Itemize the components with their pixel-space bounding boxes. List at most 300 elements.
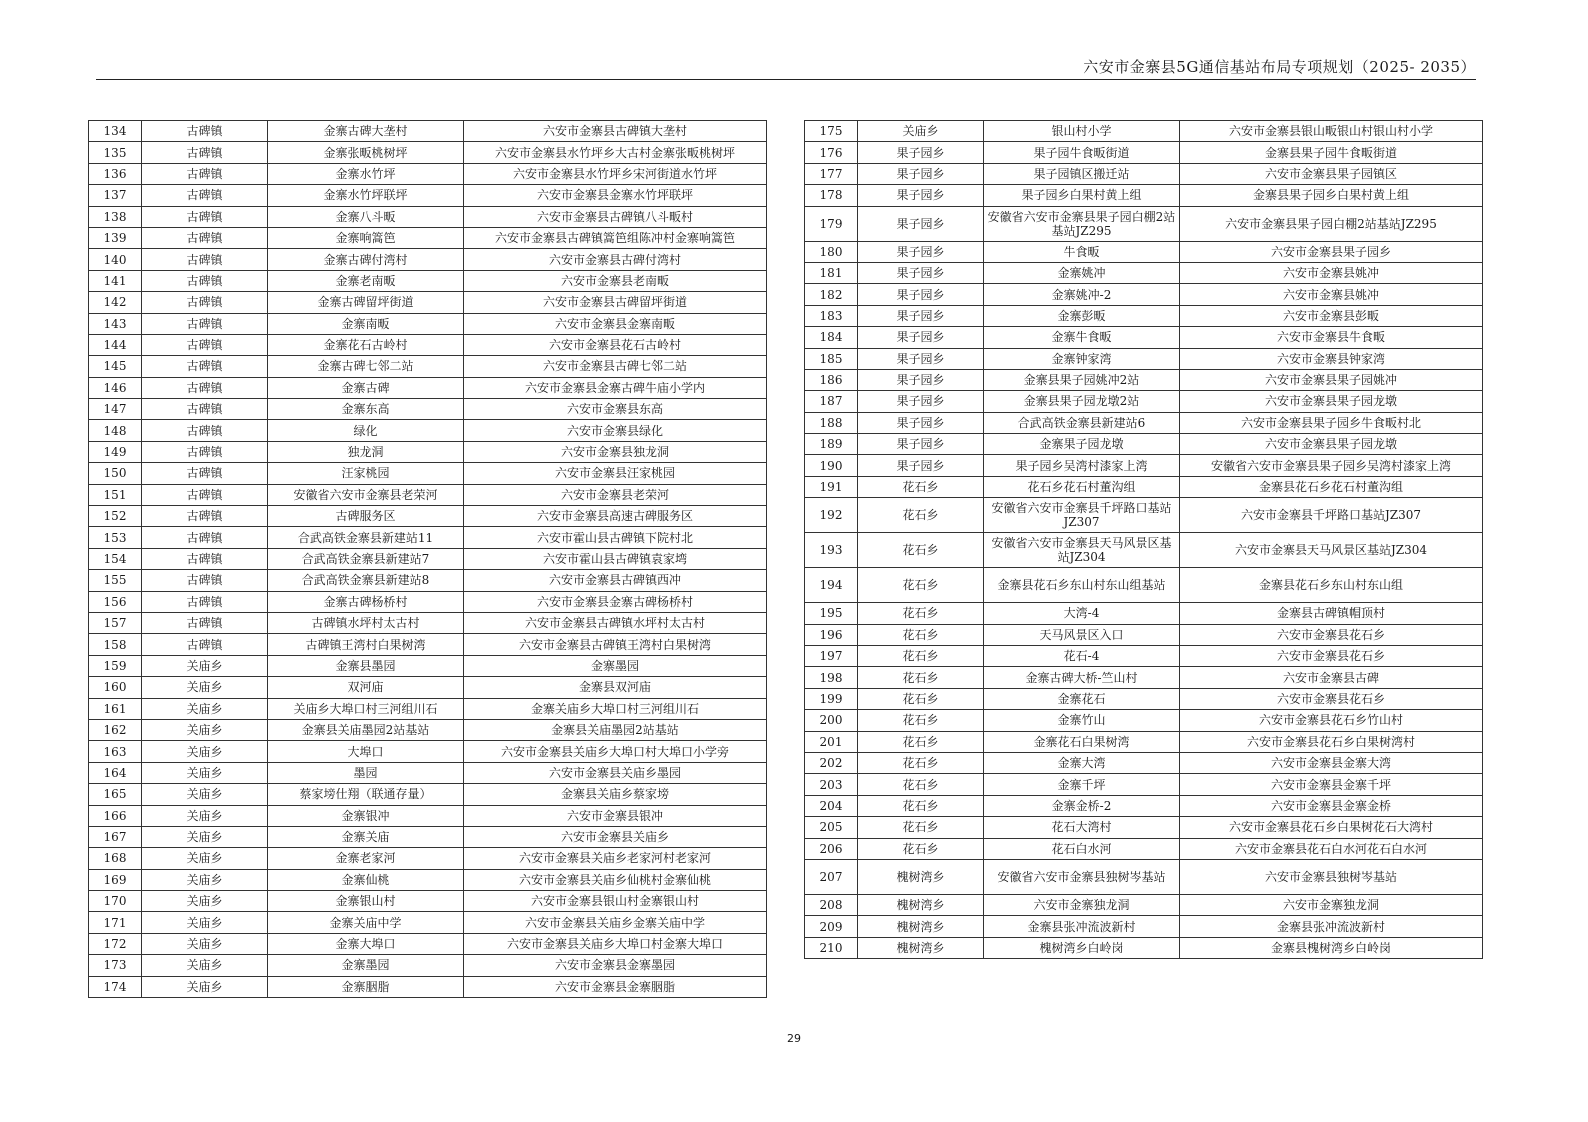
table-row: [805, 916, 1483, 937]
station-name: 金寨花石白果树湾: [984, 731, 1180, 752]
table-row: [89, 249, 767, 270]
station-name: 合武高铁金寨县新建站8: [268, 570, 464, 591]
station-name: 天马风景区入口: [984, 624, 1180, 645]
station-address: 六安市金寨县花石乡竹山村: [1180, 710, 1483, 731]
station-address: 六安市金寨县关庙乡大埠口村金寨大埠口: [464, 933, 767, 954]
station-name: 金寨关庙中学: [268, 912, 464, 933]
station-name: 金寨南畈: [268, 313, 464, 334]
station-address: 六安市金寨县果子园镇区: [1180, 163, 1483, 184]
township: 果子园乡: [858, 305, 984, 326]
township: 古碑镇: [142, 548, 268, 569]
township: 花石乡: [858, 710, 984, 731]
row-number: 194: [805, 568, 858, 603]
station-address: 六安市金寨县古碑镇西冲: [464, 570, 767, 591]
station-address: 六安市金寨县金寨大湾: [1180, 752, 1483, 773]
row-number: 141: [89, 270, 142, 291]
township: 古碑镇: [142, 270, 268, 291]
row-number: 143: [89, 313, 142, 334]
township: 关庙乡: [142, 848, 268, 869]
station-name: 金寨银冲: [268, 805, 464, 826]
station-name: 合武高铁金寨县新建站6: [984, 412, 1180, 433]
table-row: [805, 369, 1483, 390]
township: 古碑镇: [142, 313, 268, 334]
station-address: 六安市金寨县关庙乡大埠口村大埠口小学旁: [464, 741, 767, 762]
table-row: [89, 185, 767, 206]
station-address: 六安市金寨县彭畈: [1180, 305, 1483, 326]
table-row: [89, 163, 767, 184]
table-row: [89, 848, 767, 869]
table-row: [89, 420, 767, 441]
row-number: 163: [89, 741, 142, 762]
row-number: 204: [805, 795, 858, 816]
table-row: [805, 163, 1483, 184]
township: 花石乡: [858, 752, 984, 773]
township: 花石乡: [858, 667, 984, 688]
station-address: 六安市金寨县花石乡: [1180, 646, 1483, 667]
station-address: 六安市金寨县金寨古碑牛庙小学内: [464, 377, 767, 398]
township: 古碑镇: [142, 377, 268, 398]
township: 果子园乡: [858, 206, 984, 241]
station-name: 金寨古碑付湾村: [268, 249, 464, 270]
row-number: 187: [805, 391, 858, 412]
row-number: 195: [805, 603, 858, 624]
station-address: 六安市金寨县千坪路口基站JZ307: [1180, 498, 1483, 533]
township: 关庙乡: [142, 933, 268, 954]
township: 花石乡: [858, 603, 984, 624]
station-address: 六安市金寨县古碑镇篙笆组陈冲村金寨响篙笆: [464, 227, 767, 248]
station-address: 金寨县关庙墨园2站基站: [464, 719, 767, 740]
row-number: 139: [89, 227, 142, 248]
station-name: 金寨老家河: [268, 848, 464, 869]
row-number: 192: [805, 498, 858, 533]
township: 花石乡: [858, 795, 984, 816]
station-name: 金寨姚冲: [984, 262, 1180, 283]
township: 花石乡: [858, 688, 984, 709]
station-name: 金寨县果子园姚冲2站: [984, 369, 1180, 390]
row-number: 172: [89, 933, 142, 954]
station-address: 六安市金寨县果子园龙墩: [1180, 391, 1483, 412]
township: 古碑镇: [142, 185, 268, 206]
township: 槐树湾乡: [858, 916, 984, 937]
township: 古碑镇: [142, 570, 268, 591]
row-number: 159: [89, 655, 142, 676]
station-address: 金寨县古碑镇帽顶村: [1180, 603, 1483, 624]
station-address: 金寨县花石乡东山村东山组: [1180, 568, 1483, 603]
table-row: [89, 270, 767, 291]
station-name: 古碑服务区: [268, 506, 464, 527]
station-name: 果子园镇区搬迁站: [984, 163, 1180, 184]
table-row: [805, 284, 1483, 305]
row-number: 203: [805, 774, 858, 795]
station-name: 金寨胭脂: [268, 976, 464, 997]
table-row: [89, 463, 767, 484]
table-row: [805, 455, 1483, 476]
table-row: [89, 548, 767, 569]
station-name: 墨园: [268, 762, 464, 783]
row-number: 150: [89, 463, 142, 484]
table-row: [805, 121, 1483, 142]
row-number: 180: [805, 241, 858, 262]
row-number: 206: [805, 838, 858, 859]
row-number: 157: [89, 612, 142, 633]
station-address: 六安市金寨县汪家桃园: [464, 463, 767, 484]
station-name: 金寨古碑杨桥村: [268, 591, 464, 612]
row-number: 135: [89, 142, 142, 163]
township: 关庙乡: [142, 698, 268, 719]
township: 古碑镇: [142, 420, 268, 441]
township: 花石乡: [858, 476, 984, 497]
station-name: 金寨姚冲-2: [984, 284, 1180, 305]
station-name: 金寨水竹坪: [268, 163, 464, 184]
table-row: [805, 498, 1483, 533]
table-row: [805, 731, 1483, 752]
table-row: [89, 506, 767, 527]
station-name: 花石乡花石村董沟组: [984, 476, 1180, 497]
row-number: 160: [89, 677, 142, 698]
station-name: 金寨东高: [268, 399, 464, 420]
township: 关庙乡: [142, 784, 268, 805]
table-row: [805, 774, 1483, 795]
table-row: [805, 206, 1483, 241]
station-address: 六安市金寨县古碑镇大垄村: [464, 121, 767, 142]
row-number: 167: [89, 826, 142, 847]
township: 槐树湾乡: [858, 894, 984, 915]
row-number: 170: [89, 891, 142, 912]
township: 果子园乡: [858, 391, 984, 412]
township: 关庙乡: [142, 805, 268, 826]
row-number: 138: [89, 206, 142, 227]
station-address: 六安市金寨县独树岑基站: [1180, 859, 1483, 894]
station-address: 六安市金寨县绿化: [464, 420, 767, 441]
row-number: 142: [89, 292, 142, 313]
row-number: 158: [89, 634, 142, 655]
station-table-right: [804, 120, 1483, 959]
station-name: 金寨县墨园: [268, 655, 464, 676]
township: 花石乡: [858, 646, 984, 667]
station-address: 六安市金寨县银冲: [464, 805, 767, 826]
township: 花石乡: [858, 498, 984, 533]
table-row: [805, 533, 1483, 568]
table-row: [89, 399, 767, 420]
station-address: 六安市金寨县果子园乡: [1180, 241, 1483, 262]
row-number: 149: [89, 441, 142, 462]
station-address: 六安市金寨县果子园姚冲: [1180, 369, 1483, 390]
township: 花石乡: [858, 731, 984, 752]
row-number: 197: [805, 646, 858, 667]
station-name: 金寨大埠口: [268, 933, 464, 954]
station-address: 六安市金寨县金寨南畈: [464, 313, 767, 334]
table-row: [89, 313, 767, 334]
table-row: [805, 305, 1483, 326]
station-address: 安徽省六安市金寨县果子园乡吴湾村漆家上湾: [1180, 455, 1483, 476]
row-number: 146: [89, 377, 142, 398]
station-address: 六安市金寨县老荣河: [464, 484, 767, 505]
township: 古碑镇: [142, 142, 268, 163]
township: 古碑镇: [142, 206, 268, 227]
row-number: 191: [805, 476, 858, 497]
station-address: 六安市金寨县金寨千坪: [1180, 774, 1483, 795]
table-row: [805, 667, 1483, 688]
township: 果子园乡: [858, 142, 984, 163]
table-row: [89, 292, 767, 313]
station-name: 合武高铁金寨县新建站11: [268, 527, 464, 548]
station-address: 六安市金寨县高速古碑服务区: [464, 506, 767, 527]
station-address: 六安市金寨县关庙乡老家河村老家河: [464, 848, 767, 869]
table-row: [89, 784, 767, 805]
station-name: 金寨果子园龙墩: [984, 434, 1180, 455]
township: 古碑镇: [142, 527, 268, 548]
row-number: 183: [805, 305, 858, 326]
table-row: [805, 241, 1483, 262]
station-address: 六安市金寨县姚冲: [1180, 284, 1483, 305]
table-row: [805, 568, 1483, 603]
station-address: 六安市金寨县花石乡白果树湾村: [1180, 731, 1483, 752]
station-name: 安徽省六安市金寨县果子园白棚2站基站JZ295: [984, 206, 1180, 241]
row-number: 145: [89, 356, 142, 377]
station-name: 金寨关庙: [268, 826, 464, 847]
township: 古碑镇: [142, 441, 268, 462]
station-address: 金寨墨园: [464, 655, 767, 676]
station-address: 六安市金寨独龙洞: [1180, 894, 1483, 915]
station-address: 六安市金寨县东高: [464, 399, 767, 420]
station-name: 金寨县花石乡东山村东山组基站: [984, 568, 1180, 603]
station-name: 金寨花石古岭村: [268, 334, 464, 355]
township: 花石乡: [858, 624, 984, 645]
table-row: [89, 955, 767, 976]
table-row: [89, 826, 767, 847]
row-number: 147: [89, 399, 142, 420]
station-name: 绿化: [268, 420, 464, 441]
row-number: 155: [89, 570, 142, 591]
station-name: 大埠口: [268, 741, 464, 762]
row-number: 185: [805, 348, 858, 369]
station-address: 六安市金寨县花石古岭村: [464, 334, 767, 355]
station-name: 花石大湾村: [984, 817, 1180, 838]
station-name: 金寨响篙笆: [268, 227, 464, 248]
table-row: [805, 859, 1483, 894]
station-name: 古碑镇王湾村白果树湾: [268, 634, 464, 655]
row-number: 144: [89, 334, 142, 355]
table-row: [805, 894, 1483, 915]
station-table-left: [88, 120, 767, 998]
row-number: 209: [805, 916, 858, 937]
township: 古碑镇: [142, 356, 268, 377]
station-address: 六安市金寨县钟家湾: [1180, 348, 1483, 369]
table-row: [89, 677, 767, 698]
station-address: 六安市金寨县古碑付湾村: [464, 249, 767, 270]
row-number: 175: [805, 121, 858, 142]
township: 果子园乡: [858, 348, 984, 369]
page-header-title: 六安市金寨县5G通信基站布局专项规划（2025- 2035）: [1083, 58, 1476, 76]
row-number: 156: [89, 591, 142, 612]
station-address: 金寨县槐树湾乡白岭岗: [1180, 937, 1483, 958]
table-row: [89, 612, 767, 633]
row-number: 176: [805, 142, 858, 163]
station-name: 花石白水河: [984, 838, 1180, 859]
station-address: 六安市金寨县古碑镇王湾村白果树湾: [464, 634, 767, 655]
station-address: 六安市金寨县古碑: [1180, 667, 1483, 688]
township: 关庙乡: [142, 655, 268, 676]
table-row: [89, 891, 767, 912]
station-address: 六安市金寨县果子园龙墩: [1180, 434, 1483, 455]
township: 古碑镇: [142, 334, 268, 355]
station-address: 六安市金寨县姚冲: [1180, 262, 1483, 283]
station-name: 金寨墨园: [268, 955, 464, 976]
table-row: [89, 334, 767, 355]
station-address: 金寨县果子园牛食畈街道: [1180, 142, 1483, 163]
township: 果子园乡: [858, 412, 984, 433]
row-number: 186: [805, 369, 858, 390]
row-number: 207: [805, 859, 858, 894]
station-name: 金寨古碑: [268, 377, 464, 398]
row-number: 134: [89, 121, 142, 142]
row-number: 199: [805, 688, 858, 709]
station-name: 牛食畈: [984, 241, 1180, 262]
row-number: 179: [805, 206, 858, 241]
township: 关庙乡: [142, 891, 268, 912]
table-row: [89, 206, 767, 227]
table-row: [89, 527, 767, 548]
township: 花石乡: [858, 817, 984, 838]
township: 关庙乡: [142, 869, 268, 890]
station-name: 银山村小学: [984, 121, 1180, 142]
station-name: 金寨八斗畈: [268, 206, 464, 227]
table-row: [89, 741, 767, 762]
township: 花石乡: [858, 568, 984, 603]
station-name: 安徽省六安市金寨县独树岑基站: [984, 859, 1180, 894]
station-address: 六安市金寨县金寨金桥: [1180, 795, 1483, 816]
station-address: 六安市金寨县金寨墨园: [464, 955, 767, 976]
table-row: [89, 377, 767, 398]
township: 关庙乡: [142, 677, 268, 698]
station-address: 金寨县果子园乡白果村黄上组: [1180, 185, 1483, 206]
station-name: 汪家桃园: [268, 463, 464, 484]
table-row: [805, 838, 1483, 859]
row-number: 154: [89, 548, 142, 569]
station-address: 六安市金寨县水竹坪乡大古村金寨张畈桃树坪: [464, 142, 767, 163]
station-name: 金寨古碑留坪街道: [268, 292, 464, 313]
row-number: 205: [805, 817, 858, 838]
township: 古碑镇: [142, 634, 268, 655]
row-number: 174: [89, 976, 142, 997]
row-number: 136: [89, 163, 142, 184]
township: 果子园乡: [858, 434, 984, 455]
township: 关庙乡: [142, 762, 268, 783]
row-number: 162: [89, 719, 142, 740]
station-name: 金寨水竹坪联坪: [268, 185, 464, 206]
station-name: 金寨老南畈: [268, 270, 464, 291]
table-row: [89, 976, 767, 997]
station-name: 金寨大湾: [984, 752, 1180, 773]
station-address: 六安市金寨县果子园白棚2站基站JZ295: [1180, 206, 1483, 241]
table-row: [805, 603, 1483, 624]
row-number: 165: [89, 784, 142, 805]
row-number: 171: [89, 912, 142, 933]
row-number: 140: [89, 249, 142, 270]
station-address: 六安市金寨县古碑镇八斗畈村: [464, 206, 767, 227]
table-row: [805, 752, 1483, 773]
station-name: 金寨金桥-2: [984, 795, 1180, 816]
table-row: [805, 348, 1483, 369]
row-number: 173: [89, 955, 142, 976]
table-row: [89, 869, 767, 890]
table-row: [89, 805, 767, 826]
table-row: [89, 655, 767, 676]
station-address: 六安市金寨县关庙乡金寨关庙中学: [464, 912, 767, 933]
township: 果子园乡: [858, 369, 984, 390]
table-row: [805, 391, 1483, 412]
station-address: 六安市金寨县水竹坪乡宋河街道水竹坪: [464, 163, 767, 184]
row-number: 168: [89, 848, 142, 869]
row-number: 137: [89, 185, 142, 206]
station-name: 花石-4: [984, 646, 1180, 667]
row-number: 202: [805, 752, 858, 773]
station-name: 金寨县张冲流波新村: [984, 916, 1180, 937]
row-number: 177: [805, 163, 858, 184]
township: 果子园乡: [858, 163, 984, 184]
row-number: 181: [805, 262, 858, 283]
station-address: 六安市金寨县牛食畈: [1180, 327, 1483, 348]
township: 关庙乡: [142, 955, 268, 976]
station-name: 金寨花石: [984, 688, 1180, 709]
row-number: 188: [805, 412, 858, 433]
table-row: [89, 227, 767, 248]
station-name: 金寨千坪: [984, 774, 1180, 795]
station-address: 六安市金寨县银山畈银山村银山村小学: [1180, 121, 1483, 142]
station-address: 六安市金寨县金寨胭脂: [464, 976, 767, 997]
station-address: 六安市金寨县天马风景区基站JZ304: [1180, 533, 1483, 568]
row-number: 193: [805, 533, 858, 568]
table-row: [89, 441, 767, 462]
table-row: [805, 817, 1483, 838]
page-number: 29: [787, 1032, 801, 1045]
township: 关庙乡: [142, 976, 268, 997]
station-address: 六安市金寨县果子园乡牛食畈村北: [1180, 412, 1483, 433]
township: 果子园乡: [858, 455, 984, 476]
row-number: 198: [805, 667, 858, 688]
station-name: 金寨牛食畈: [984, 327, 1180, 348]
station-address: 六安市霍山县古碑镇下院村北: [464, 527, 767, 548]
township: 果子园乡: [858, 327, 984, 348]
station-name: 果子园乡吴湾村漆家上湾: [984, 455, 1180, 476]
township: 花石乡: [858, 533, 984, 568]
township: 古碑镇: [142, 612, 268, 633]
township: 古碑镇: [142, 292, 268, 313]
station-address: 六安市金寨县关庙乡仙桃村金寨仙桃: [464, 869, 767, 890]
station-address: 金寨关庙乡大埠口村三河组川石: [464, 698, 767, 719]
station-name: 金寨古碑七邻二站: [268, 356, 464, 377]
station-name: 大湾-4: [984, 603, 1180, 624]
row-number: 201: [805, 731, 858, 752]
station-name: 金寨银山村: [268, 891, 464, 912]
row-number: 189: [805, 434, 858, 455]
station-name: 槐树湾乡白岭岗: [984, 937, 1180, 958]
table-row: [89, 698, 767, 719]
station-name: 安徽省六安市金寨县老荣河: [268, 484, 464, 505]
station-name: 金寨张畈桃树坪: [268, 142, 464, 163]
table-row: [89, 634, 767, 655]
station-address: 金寨县关庙乡蔡家塝: [464, 784, 767, 805]
table-row: [805, 937, 1483, 958]
table-row: [89, 912, 767, 933]
station-name: 合武高铁金寨县新建站7: [268, 548, 464, 569]
table-row: [89, 933, 767, 954]
township: 古碑镇: [142, 463, 268, 484]
row-number: 164: [89, 762, 142, 783]
table-row: [89, 121, 767, 142]
station-name: 果子园牛食畈街道: [984, 142, 1180, 163]
station-address: 六安市金寨县独龙洞: [464, 441, 767, 462]
